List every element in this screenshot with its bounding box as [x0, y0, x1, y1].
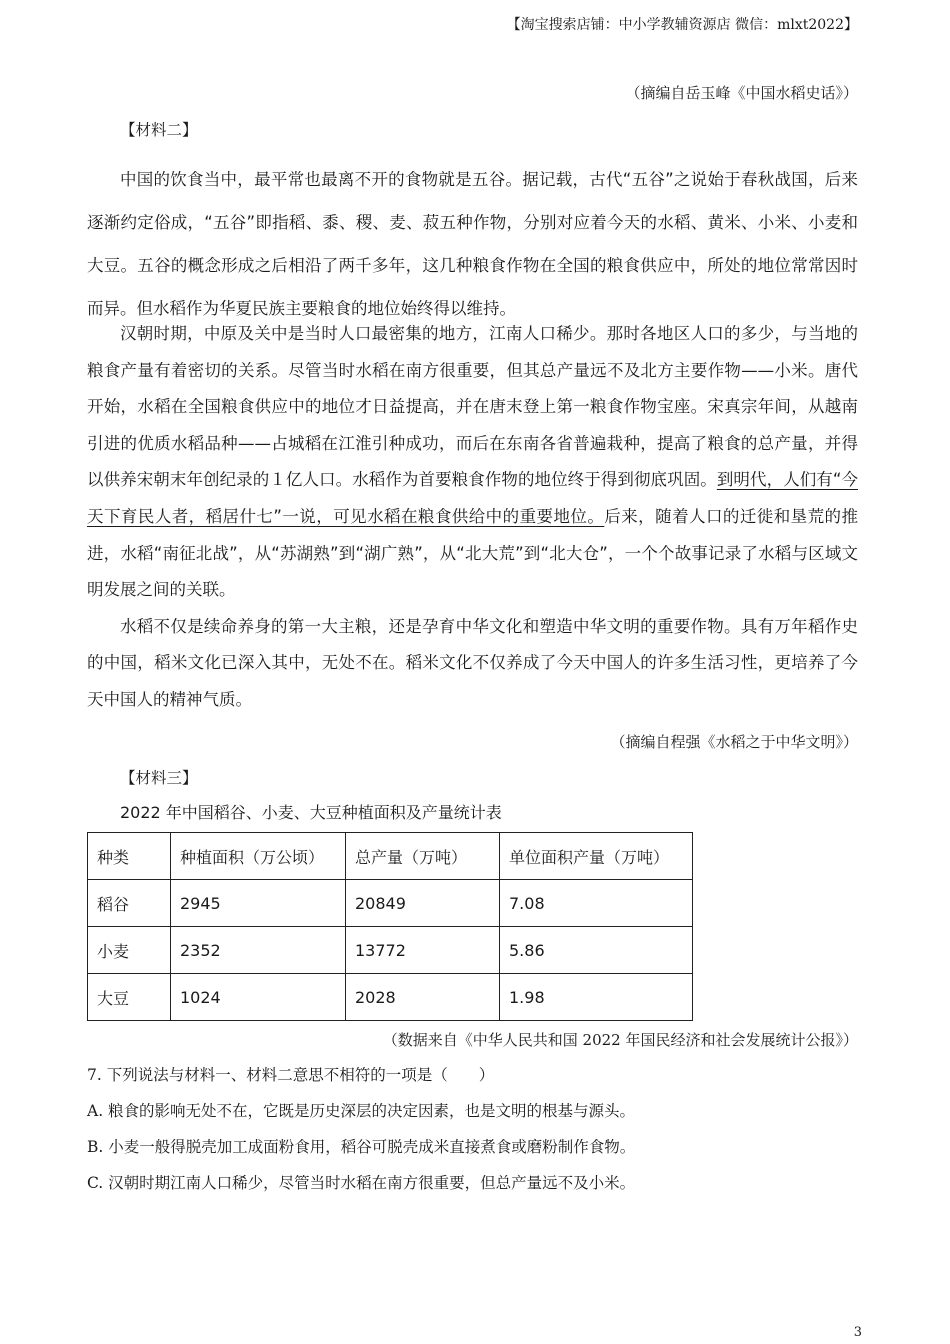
table-cell: 1024: [171, 974, 346, 1021]
table-cell: 2945: [171, 880, 346, 927]
table-cell: 小麦: [88, 927, 171, 974]
table-header-cell: 单位面积产量（万吨）: [500, 833, 693, 880]
table-cell: 5.86: [500, 927, 693, 974]
table-title: 2022 年中国稻谷、小麦、大豆种植面积及产量统计表: [120, 803, 502, 822]
question-7-option-a: A. 粮食的影响无处不在，它既是历史深层的决定因素，也是文明的根基与源头。: [87, 1102, 636, 1120]
statistics-table: [87, 832, 693, 1021]
table-header-cell: 种类: [88, 833, 171, 880]
page-header: 【淘宝搜索店铺：中小学教辅资源店 微信：mlxt2022】: [506, 17, 858, 33]
table-header-row: [88, 833, 693, 880]
citation-material-2: （摘编自程强《水稻之于中华文明》）: [610, 733, 858, 751]
question-7-option-b: B. 小麦一般得脱壳加工成面粉食用，稻谷可脱壳成米直接煮食或磨粉制作食物。: [87, 1138, 636, 1156]
table-row: [88, 880, 693, 927]
material-2-label: 【材料二】: [120, 121, 198, 139]
material-2-paragraph-2-3: [87, 316, 858, 719]
table-header-cell: 总产量（万吨）: [346, 833, 500, 880]
table-cell: 20849: [346, 880, 500, 927]
paragraph-2-text-a: 汉朝时期，中原及关中是当时人口最密集的地方，江南人口稀少。那时各地区人口的多少，与当地的粮食产量有着密切的关系。尽管当时水稻在南方很重要，但其总产量远不及北方主要作物——小米。唐代开始，水稻在全国粮食供应中的地位才日益提高，并在唐末登上第一粮食作物宝座。宋真宗年间，从越南引进的优质水稻品种——占城稻在江淮引种成功，而后在东南各省普遍栽种，提高了粮食的总产量，并得以供养宋朝末年创纪录的１亿人口。水稻作为首要粮食作物的地位终于得到彻底巩固。: [87, 324, 858, 490]
table-cell: 大豆: [88, 974, 171, 1021]
material-2-paragraph-1: [87, 158, 858, 330]
table-cell: 13772: [346, 927, 500, 974]
table-row: [88, 927, 693, 974]
question-7-stem: 7. 下列说法与材料一、材料二意思不相符的一项是（ ）: [87, 1066, 495, 1084]
citation-material-1: （摘编自岳玉峰《中国水稻史话》）: [625, 84, 858, 102]
table-cell: 2028: [346, 974, 500, 1021]
paragraph-text: 中国的饮食当中，最平常也最离不开的食物就是五谷。据记载，古代“五谷”之说始于春秋战国，后来逐渐约定俗成，“五谷”即指稻、黍、稷、麦、菽五种作物，分别对应着今天的水稻、黄米、小米、小麦和大豆。五谷的概念形成之后相沿了两千多年，这几种粮食作物在全国的粮食供应中，所处的地位常常因时而异。但水稻作为华夏民族主要粮食的地位始终得以维持。: [87, 170, 858, 318]
underlined-sentence: 到明代，人们有“今天下育民人者，稻居什七”一说，可见水稻在粮食供给中的重要地位。: [87, 470, 858, 526]
table-cell: 2352: [171, 927, 346, 974]
table-source: （数据来自《中华人民共和国 2022 年国民经济和社会发展统计公报》）: [382, 1031, 858, 1049]
table-cell: 稻谷: [88, 880, 171, 927]
paragraph-3: 水稻不仅是续命养身的第一大主粮，还是孕育中华文化和塑造中华文明的重要作物。具有万年稻作史的中国，稻米文化已深入其中，无处不在。稻米文化不仅养成了今天中国人的许多生活习性，更培养了今天中国人的精神气质。: [87, 616, 858, 709]
paragraph-2: [87, 316, 858, 609]
paragraph-2-text-b: 后来，随着人口的迁徙和垦荒的推进，水稻“南征北战”，从“苏湖熟”到“湖广熟”，从“北大荒”到“北大仓”，一个个故事记录了水稻与区域文明发展之间的关联。: [87, 506, 858, 600]
table-cell: 1.98: [500, 974, 693, 1021]
table-cell: 7.08: [500, 880, 693, 927]
table-header-cell: 种植面积（万公顷）: [171, 833, 346, 880]
page-number: 3: [853, 1325, 862, 1340]
table-row: [88, 974, 693, 1021]
question-7-option-c: C. 汉朝时期江南人口稀少，尽管当时水稻在南方很重要，但总产量远不及小米。: [87, 1174, 636, 1192]
material-3-label: 【材料三】: [120, 769, 198, 787]
